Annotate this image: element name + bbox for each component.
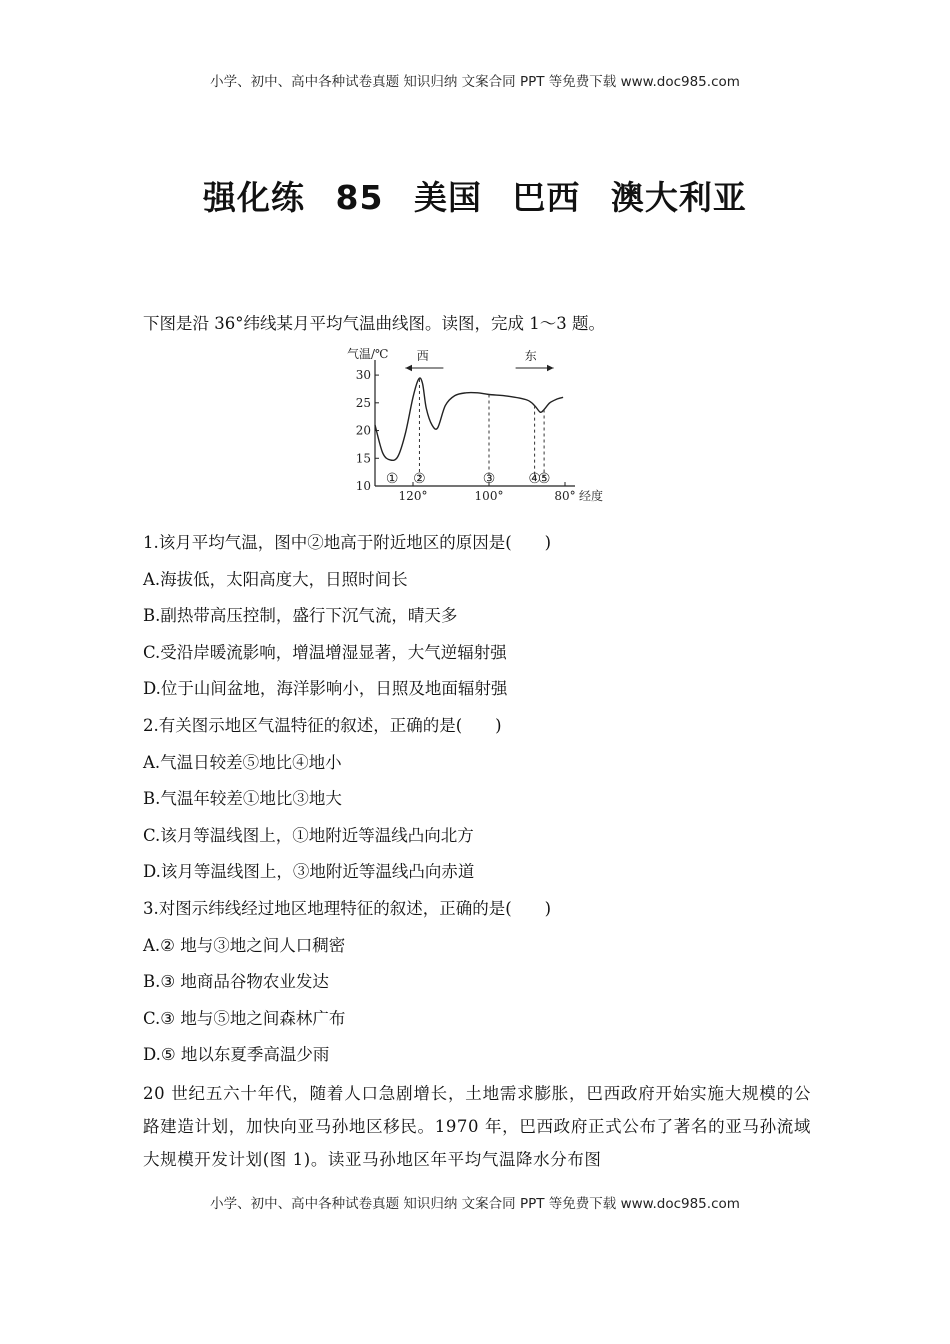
question-3-stem: 3.对图示纬线经过地区地理特征的叙述，正确的是( ) [143, 898, 552, 918]
chart-svg [345, 346, 615, 511]
question-1-stem: 1.该月平均气温，图中②地高于附近地区的原因是( ) [143, 533, 552, 552]
y-axis-label: 气温/℃ [347, 347, 389, 361]
point-marker: ④ [528, 471, 541, 487]
point-marker: ③ [482, 471, 496, 487]
y-tick-label: 20 [355, 423, 371, 438]
point-marker: ⑤ [537, 471, 551, 487]
x-tick-label: 120° [398, 489, 428, 503]
question-1-option-a: A.海拔低，太阳高度大，日照时间长 [143, 569, 408, 589]
question-3-option-a: A.② 地与③地之间人口稠密 [143, 935, 346, 955]
question-3-option-b: B.③ 地商品谷物农业发达 [143, 972, 329, 992]
west-label: 西 [416, 349, 429, 363]
east-label: 东 [524, 349, 537, 363]
questions-block [143, 530, 823, 1079]
question-2-option-a: A.气温日较差⑤地比④地小 [143, 752, 342, 772]
question-2-option-b: B.气温年较差①地比③地大 [143, 789, 342, 809]
question-2-option-c: C.该月等温线图上，①地附近等温线凸向北方 [143, 825, 474, 845]
y-tick-label: 15 [355, 451, 371, 466]
y-tick-label: 10 [355, 479, 371, 493]
passage-paragraph: 20 世纪五六十年代，随着人口急剧增长，土地需求膨胀，巴西政府开始实施大规模的公路建造计划，加快向亚马孙地区移民。1970 年，巴西政府正式公布了著名的亚马孙流域大规模开发计划(图 1)。读亚马孙地区年平均气温降水分布图 [143, 1084, 811, 1169]
x-tick-label: 80° [554, 489, 576, 503]
question-3-option-c: C.③ 地与⑤地之间森林广布 [143, 1008, 346, 1028]
question-3-option-d: D.⑤ 地以东夏季高温少雨 [143, 1045, 330, 1065]
page-header: 小学、初中、高中各种试卷真题 知识归纳 文案合同 PPT 等免费下载 www.doc985.com [210, 74, 740, 90]
intro-text: 下图是沿 36°纬线某月平均气温曲线图。读图，完成 1～3 题。 [143, 314, 605, 333]
question-1-option-d: D.位于山间盆地，海洋影响小，日照及地面辐射强 [143, 679, 508, 699]
question-1-option-c: C.受沿岸暖流影响，增温增湿显著，大气逆辐射强 [143, 642, 507, 662]
x-axis-label: 经度 [579, 489, 604, 503]
point-marker: ② [413, 471, 426, 487]
question-1-option-b: B.副热带高压控制，盛行下沉气流，晴天多 [143, 606, 458, 626]
page-title: 强化练 85 美国 巴西 澳大利亚 [203, 178, 747, 217]
temperature-chart [345, 346, 615, 515]
page-footer: 小学、初中、高中各种试卷真题 知识归纳 文案合同 PPT 等免费下载 www.doc985.com [210, 1196, 740, 1212]
x-tick-label: 100° [474, 489, 504, 503]
question-2-stem: 2.有关图示地区气温特征的叙述，正确的是( ) [143, 715, 502, 735]
point-marker: ① [385, 471, 399, 487]
question-2-option-d: D.该月等温线图上，③地附近等温线凸向赤道 [143, 862, 475, 882]
y-tick-label: 25 [355, 395, 371, 410]
y-tick-label: 30 [355, 368, 371, 383]
